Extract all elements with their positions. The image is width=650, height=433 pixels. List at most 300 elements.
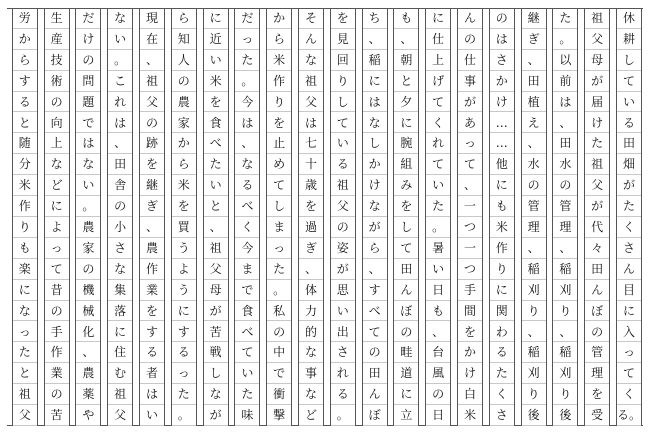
character-cell: だ <box>235 8 259 29</box>
character-cell: な <box>108 8 132 29</box>
character-cell: な <box>363 196 387 217</box>
character-cell: 知 <box>172 29 196 50</box>
character-cell: の <box>45 384 69 405</box>
character-cell: か <box>172 133 196 154</box>
character-cell: な <box>204 384 228 405</box>
manuscript-grid <box>7 8 643 426</box>
character-cell: 間 <box>458 301 482 322</box>
character-cell: 父 <box>299 92 323 113</box>
character-cell: 止 <box>267 133 291 154</box>
character-cell: ん <box>394 280 418 301</box>
character-cell: 手 <box>458 280 482 301</box>
character-cell: を <box>458 322 482 343</box>
character-cell: 農 <box>172 92 196 113</box>
character-cell: 農 <box>76 363 100 384</box>
character-cell: 昔 <box>45 280 69 301</box>
character-cell: 稲 <box>553 342 577 363</box>
character-cell: な <box>299 384 323 405</box>
character-cell: は <box>363 92 387 113</box>
character-cell: 私 <box>267 301 291 322</box>
character-cell: け <box>585 113 609 134</box>
character-cell: か <box>458 342 482 363</box>
character-cell: た <box>585 133 609 154</box>
character-cell: た <box>426 196 450 217</box>
character-cell: べ <box>363 301 387 322</box>
character-cell: 撃 <box>267 405 291 426</box>
character-cell: に <box>45 196 69 217</box>
character-cell: の <box>45 301 69 322</box>
character-cell: 理 <box>585 363 609 384</box>
character-cell: そ <box>299 8 323 29</box>
character-cell: 舎 <box>108 175 132 196</box>
character-cell: 、 <box>299 259 323 280</box>
character-cell: て <box>426 154 450 175</box>
character-cell: を <box>585 384 609 405</box>
character-cell: 的 <box>299 322 323 343</box>
character-cell: て <box>394 238 418 259</box>
text-column <box>139 8 165 426</box>
character-cell: の <box>76 50 100 71</box>
character-cell: べ <box>235 196 259 217</box>
character-cell: で <box>76 113 100 134</box>
character-cell: 術 <box>45 71 69 92</box>
text-column <box>234 8 260 426</box>
character-cell: け <box>490 92 514 113</box>
character-cell: 管 <box>585 342 609 363</box>
character-cell: 、 <box>140 50 164 71</box>
character-cell: も <box>394 8 418 29</box>
character-cell: 出 <box>331 322 355 343</box>
character-cell: て <box>235 342 259 363</box>
character-cell: の <box>45 92 69 113</box>
character-cell: ん <box>617 259 641 280</box>
character-cell: 田 <box>394 259 418 280</box>
character-cell: し <box>267 196 291 217</box>
character-cell: 七 <box>299 133 323 154</box>
character-cell: 夕 <box>394 92 418 113</box>
character-cell: 買 <box>172 217 196 238</box>
character-cell: ぎ <box>522 29 546 50</box>
character-cell: 祖 <box>204 238 228 259</box>
character-cell: 薬 <box>76 384 100 405</box>
character-cell: 稲 <box>553 259 577 280</box>
character-cell: を <box>394 196 418 217</box>
character-cell: て <box>45 259 69 280</box>
character-cell: つ <box>458 259 482 280</box>
character-cell: い <box>76 175 100 196</box>
character-cell: す <box>363 280 387 301</box>
character-cell: ぎ <box>140 196 164 217</box>
character-cell: い <box>331 301 355 322</box>
character-cell: 田 <box>522 71 546 92</box>
character-cell: 、 <box>140 217 164 238</box>
character-cell: 白 <box>458 384 482 405</box>
character-cell: ぼ <box>394 301 418 322</box>
character-cell: ら <box>172 8 196 29</box>
character-cell: 刈 <box>522 363 546 384</box>
text-column <box>203 8 229 426</box>
character-cell: 業 <box>45 363 69 384</box>
character-cell: す <box>140 322 164 343</box>
character-cell: を <box>172 196 196 217</box>
character-cell: も <box>490 196 514 217</box>
character-cell: っ <box>617 342 641 363</box>
character-cell: が <box>458 92 482 113</box>
text-column <box>330 8 356 426</box>
character-cell: が <box>331 259 355 280</box>
character-cell: る <box>235 175 259 196</box>
character-cell: す <box>172 322 196 343</box>
character-cell: 。 <box>426 217 450 238</box>
character-cell: 。 <box>76 196 100 217</box>
character-cell: 腕 <box>394 133 418 154</box>
character-cell: ん <box>363 384 387 405</box>
character-cell: で <box>235 280 259 301</box>
character-cell: し <box>204 363 228 384</box>
character-cell: の <box>553 175 577 196</box>
character-cell: っ <box>458 133 482 154</box>
character-cell: け <box>363 175 387 196</box>
text-column <box>107 8 133 426</box>
character-cell: … <box>490 113 514 134</box>
character-cell: る。 <box>617 405 641 426</box>
character-cell: 、 <box>363 29 387 50</box>
character-cell: と <box>204 196 228 217</box>
character-cell: ら <box>13 50 37 71</box>
character-cell: 題 <box>76 92 100 113</box>
character-cell: 理 <box>553 217 577 238</box>
character-cell: が <box>617 175 641 196</box>
character-cell: 父 <box>585 175 609 196</box>
character-cell: 人 <box>172 50 196 71</box>
character-cell: 食 <box>235 301 259 322</box>
character-cell: 家 <box>76 238 100 259</box>
character-cell: の <box>108 196 132 217</box>
character-cell: て <box>267 175 291 196</box>
character-cell: う <box>172 238 196 259</box>
character-cell: 跡 <box>140 133 164 154</box>
character-cell: 祖 <box>108 384 132 405</box>
character-cell: 生 <box>45 8 69 29</box>
character-cell: わ <box>490 322 514 343</box>
character-cell: れ <box>108 92 132 113</box>
character-cell: る <box>331 154 355 175</box>
text-column <box>298 8 324 426</box>
character-cell: 水 <box>553 154 577 175</box>
character-cell: ま <box>267 217 291 238</box>
character-cell: 味 <box>235 405 259 426</box>
character-cell: ど <box>299 405 323 426</box>
character-cell: 祖 <box>299 71 323 92</box>
character-cell: 、 <box>76 342 100 363</box>
character-cell: 事 <box>299 363 323 384</box>
character-cell: が <box>204 301 228 322</box>
character-cell: 上 <box>426 50 450 71</box>
text-column <box>12 8 38 426</box>
character-cell: べ <box>235 322 259 343</box>
character-cell: な <box>13 301 37 322</box>
character-cell: 化 <box>76 322 100 343</box>
character-cell: 祖 <box>585 154 609 175</box>
character-cell: り <box>522 384 546 405</box>
character-cell: だ <box>76 8 100 29</box>
character-cell: 作 <box>45 342 69 363</box>
character-cell: め <box>267 154 291 175</box>
character-cell: た <box>617 196 641 217</box>
character-cell: は <box>108 113 132 134</box>
character-cell: て <box>617 363 641 384</box>
character-cell: く <box>617 217 641 238</box>
character-cell: 分 <box>13 154 37 175</box>
character-cell: 、 <box>426 322 450 343</box>
character-cell: く <box>490 384 514 405</box>
character-cell: 、 <box>553 322 577 343</box>
character-cell: 入 <box>617 322 641 343</box>
character-cell: く <box>235 217 259 238</box>
character-cell: に <box>363 71 387 92</box>
character-cell: 水 <box>522 154 546 175</box>
character-cell: 、 <box>522 322 546 343</box>
character-cell: に <box>204 8 228 29</box>
character-cell: い <box>331 133 355 154</box>
character-cell: に <box>426 8 450 29</box>
character-cell: 日 <box>426 405 450 426</box>
character-cell: は <box>235 113 259 134</box>
character-cell: 械 <box>76 301 100 322</box>
character-cell: 問 <box>76 71 100 92</box>
character-cell: で <box>267 363 291 384</box>
character-cell: 仕 <box>426 29 450 50</box>
character-cell: さ <box>331 342 355 363</box>
character-cell: な <box>45 154 69 175</box>
character-cell: 苦 <box>45 405 69 426</box>
character-cell: 。 <box>108 50 132 71</box>
character-cell: り <box>490 259 514 280</box>
character-cell: な <box>76 154 100 175</box>
character-cell: 衝 <box>267 384 291 405</box>
character-cell: の <box>331 217 355 238</box>
character-cell: … <box>490 133 514 154</box>
character-cell: た <box>235 384 259 405</box>
character-cell: 稲 <box>522 259 546 280</box>
character-cell: さ <box>108 238 132 259</box>
character-cell: 道 <box>394 363 418 384</box>
character-cell: 父 <box>13 405 37 426</box>
character-cell: 戦 <box>204 342 228 363</box>
character-cell: い <box>108 29 132 50</box>
character-cell: に <box>617 301 641 322</box>
character-cell: た <box>490 363 514 384</box>
character-cell: 父 <box>331 196 355 217</box>
character-cell: を <box>140 154 164 175</box>
character-cell: の <box>490 8 514 29</box>
character-cell: 日 <box>426 280 450 301</box>
character-cell: 作 <box>13 196 37 217</box>
top-border <box>7 8 643 9</box>
character-cell: 前 <box>553 71 577 92</box>
character-cell: に <box>394 384 418 405</box>
character-cell: 体 <box>299 280 323 301</box>
character-cell: り <box>553 301 577 322</box>
character-cell: 。 <box>172 405 196 426</box>
character-cell: 産 <box>45 29 69 50</box>
character-cell: 米 <box>172 175 196 196</box>
character-cell: を <box>204 92 228 113</box>
character-cell: 。 <box>235 71 259 92</box>
character-cell: ら <box>172 154 196 175</box>
character-cell: り <box>331 71 355 92</box>
text-column <box>393 8 419 426</box>
character-cell: 在 <box>140 29 164 50</box>
character-cell: す <box>13 71 37 92</box>
character-cell: 、 <box>204 217 228 238</box>
character-cell: 刈 <box>553 280 577 301</box>
character-cell: る <box>13 92 37 113</box>
character-cell: が <box>363 217 387 238</box>
character-cell: 組 <box>394 154 418 175</box>
character-cell: み <box>394 175 418 196</box>
character-cell: な <box>299 50 323 71</box>
character-cell: 耕 <box>617 29 641 50</box>
character-cell: ぎ <box>299 238 323 259</box>
character-cell: 父 <box>585 29 609 50</box>
character-cell: と <box>13 113 37 134</box>
character-cell: ん <box>299 29 323 50</box>
character-cell: 農 <box>140 238 164 259</box>
character-cell: し <box>394 217 418 238</box>
character-cell: も <box>426 301 450 322</box>
character-cell: の <box>426 384 450 405</box>
text-column <box>266 8 292 426</box>
text-column <box>171 8 197 426</box>
character-cell: 米 <box>267 50 291 71</box>
character-cell: け <box>458 363 482 384</box>
character-cell: つ <box>458 217 482 238</box>
character-cell: ん <box>458 8 482 29</box>
text-column <box>75 8 101 426</box>
character-cell: や <box>76 405 100 426</box>
character-cell: る <box>140 342 164 363</box>
character-cell: 技 <box>45 50 69 71</box>
character-cell: に <box>490 175 514 196</box>
character-cell: と <box>13 363 37 384</box>
character-cell: の <box>522 175 546 196</box>
character-cell: 、 <box>394 29 418 50</box>
character-cell: る <box>172 342 196 363</box>
character-cell: 一 <box>458 238 482 259</box>
character-cell: 落 <box>108 301 132 322</box>
character-cell: 、 <box>458 175 482 196</box>
character-cell: 農 <box>76 217 100 238</box>
character-cell: け <box>76 29 100 50</box>
character-cell: っ <box>267 238 291 259</box>
character-cell: 受 <box>585 405 609 426</box>
character-cell: 今 <box>235 238 259 259</box>
character-cell: 。 <box>267 280 291 301</box>
character-cell: 歳 <box>299 175 323 196</box>
character-cell: 仕 <box>458 50 482 71</box>
character-cell: い <box>204 175 228 196</box>
character-cell: か <box>490 71 514 92</box>
character-cell: 母 <box>204 280 228 301</box>
character-cell: 作 <box>140 259 164 280</box>
character-cell: の <box>172 71 196 92</box>
character-cell: 随 <box>13 133 37 154</box>
character-cell: 力 <box>299 301 323 322</box>
character-cell: ら <box>363 238 387 259</box>
character-cell: っ <box>172 363 196 384</box>
character-cell: 楽 <box>13 259 37 280</box>
text-column <box>425 8 451 426</box>
character-cell: い <box>235 363 259 384</box>
character-cell: は <box>76 133 100 154</box>
character-cell: て <box>426 92 450 113</box>
character-cell: ぼ <box>363 405 387 426</box>
character-cell: に <box>394 113 418 134</box>
character-cell: り <box>13 217 37 238</box>
character-cell: は <box>140 384 164 405</box>
character-cell: っ <box>235 29 259 50</box>
character-cell: 作 <box>267 71 291 92</box>
text-column <box>521 8 547 426</box>
character-cell: 届 <box>585 92 609 113</box>
character-cell: 祖 <box>13 384 37 405</box>
character-cell: 祖 <box>585 8 609 29</box>
text-column <box>489 8 515 426</box>
character-cell: し <box>363 133 387 154</box>
character-cell: 米 <box>204 71 228 92</box>
character-cell: も <box>13 238 37 259</box>
character-cell: 田 <box>108 154 132 175</box>
character-cell: べ <box>204 133 228 154</box>
character-cell: む <box>108 363 132 384</box>
character-cell: 、 <box>553 113 577 134</box>
character-cell: え <box>522 113 546 134</box>
character-cell: 風 <box>426 363 450 384</box>
character-cell: 上 <box>45 133 69 154</box>
character-cell: 稲 <box>522 342 546 363</box>
character-cell: く <box>617 384 641 405</box>
character-cell: て <box>617 71 641 92</box>
character-cell: 、 <box>363 259 387 280</box>
character-cell: ど <box>45 175 69 196</box>
character-cell: 田 <box>553 133 577 154</box>
character-cell: て <box>363 322 387 343</box>
character-cell: の <box>585 322 609 343</box>
character-cell: る <box>331 384 355 405</box>
character-cell: を <box>331 8 355 29</box>
character-cell: の <box>267 322 291 343</box>
character-cell: と <box>394 71 418 92</box>
text-column <box>44 8 70 426</box>
character-cell: よ <box>172 259 196 280</box>
character-cell: い <box>140 405 164 426</box>
character-cell: の <box>76 259 100 280</box>
character-cell: い <box>617 92 641 113</box>
character-cell: 関 <box>490 301 514 322</box>
character-cell: 姿 <box>331 238 355 259</box>
character-cell: 稲 <box>363 50 387 71</box>
character-cell: に <box>108 322 132 343</box>
character-cell: 向 <box>45 113 69 134</box>
character-cell: な <box>235 154 259 175</box>
character-cell: 家 <box>172 113 196 134</box>
character-cell: さ <box>490 50 514 71</box>
character-cell: な <box>363 113 387 134</box>
character-cell: 今 <box>235 92 259 113</box>
character-cell: る <box>617 113 641 134</box>
character-cell: か <box>267 8 291 29</box>
